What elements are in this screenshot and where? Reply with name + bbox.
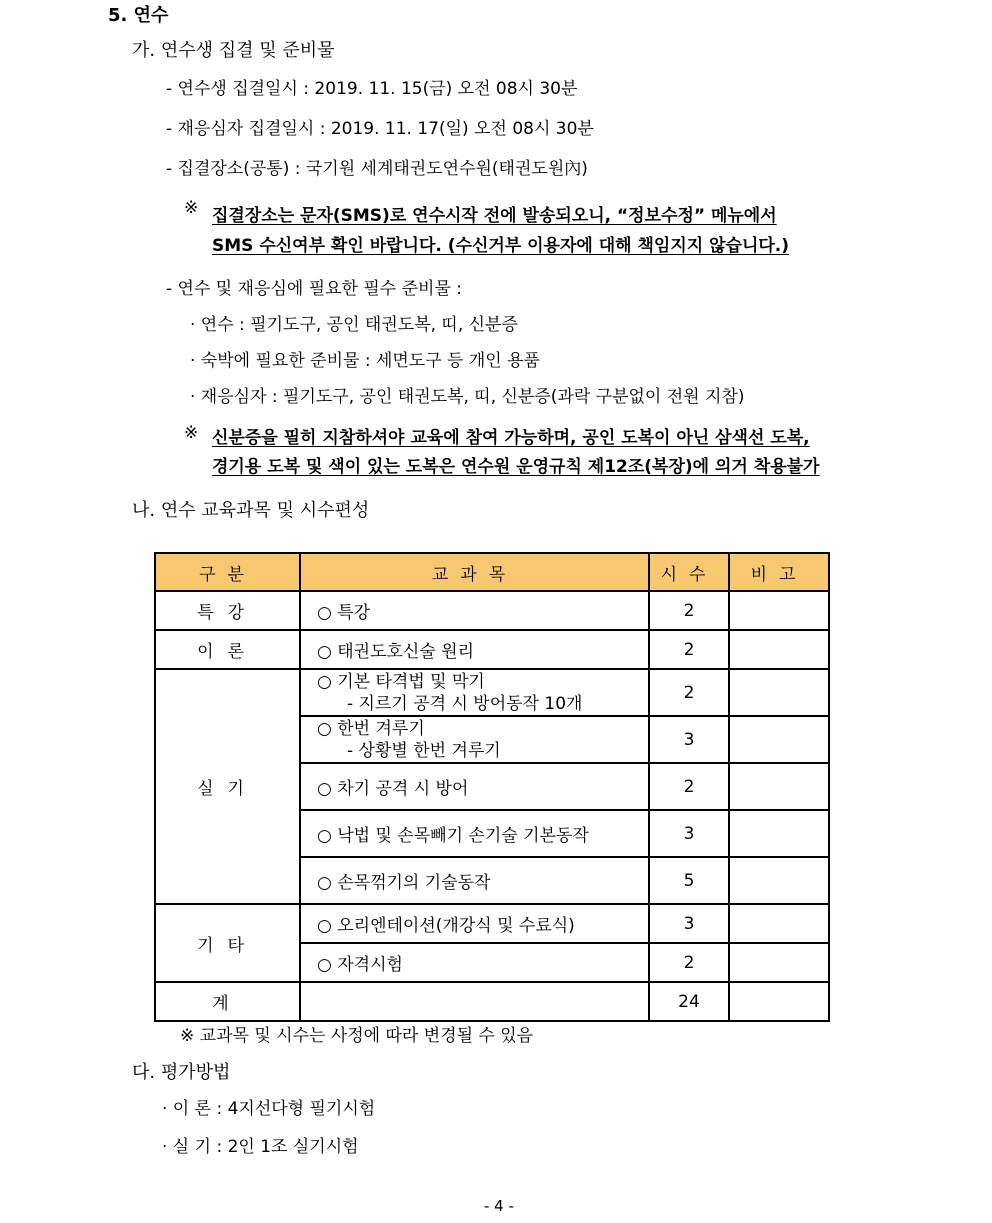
remarks-cell <box>729 943 829 982</box>
subject-main: ○ 한번 겨루기 <box>317 718 425 739</box>
reexam-assembly-datetime: - 재응심자 집결일시 : 2019. 11. 17(일) 오전 08시 30분 <box>166 119 594 139</box>
remarks-cell <box>729 982 829 1021</box>
eval-practice: · 실 기 : 2인 1조 실기시험 <box>162 1137 359 1157</box>
notice-sms-line2: SMS 수신여부 확인 바랍니다. (수신거부 이용자에 대해 책임지지 않습니다.) <box>212 236 790 256</box>
table-row <box>155 591 829 630</box>
header-hours: 시수 <box>649 553 729 591</box>
category-cell: 이론 <box>155 630 300 669</box>
total-hours: 24 <box>649 982 729 1021</box>
subject-cell: ○ 손목꺾기의 기술동작 <box>300 857 649 904</box>
hours-cell: 2 <box>649 630 729 669</box>
remarks-cell <box>729 857 829 904</box>
prep-item-reexam: · 재응심자 : 필기도구, 공인 태권도복, 띠, 신분증(과락 구분없이 전원 지참) <box>190 387 745 407</box>
remarks-cell <box>729 630 829 669</box>
prep-item-training: · 연수 : 필기도구, 공인 태권도복, 띠, 신분증 <box>190 315 518 335</box>
header-category: 구분 <box>155 553 300 591</box>
hours-cell: 5 <box>649 857 729 904</box>
remarks-cell <box>729 591 829 630</box>
prep-item-lodging: · 숙박에 필요한 준비물 : 세면도구 등 개인 용품 <box>190 351 540 371</box>
table-header-row <box>155 553 829 591</box>
category-cell: 기타 <box>155 904 300 982</box>
hours-cell: 2 <box>649 763 729 810</box>
subject-cell: ○ 낙법 및 손목빼기 손기술 기본동작 <box>300 810 649 857</box>
eval-theory: · 이 론 : 4지선다형 필기시험 <box>162 1099 376 1119</box>
remarks-cell <box>729 904 829 943</box>
category-cell: 실기 <box>155 669 300 904</box>
subject-cell <box>300 982 649 1021</box>
hours-cell: 3 <box>649 904 729 943</box>
subject-sub: - 상황별 한번 겨루기 <box>347 740 501 761</box>
notice-mark: ※ <box>184 198 199 218</box>
subject-sub: - 지르기 공격 시 방어동작 10개 <box>347 693 583 714</box>
curriculum-table <box>154 552 830 1022</box>
table-row <box>155 669 829 716</box>
subject-cell: ○ 오리엔테이션(개강식 및 수료식) <box>300 904 649 943</box>
assembly-place: - 집결장소(공통) : 국기원 세계태권도연수원(태권도원內) <box>166 159 588 179</box>
section-title: 5. 연수 <box>108 5 169 26</box>
assembly-datetime: - 연수생 집결일시 : 2019. 11. 15(금) 오전 08시 30분 <box>166 79 578 99</box>
notice-sms-line1: 집결장소는 문자(SMS)로 연수시작 전에 발송되오니, “정보수정” 메뉴에서 <box>212 206 777 226</box>
heading-c: 다. 평가방법 <box>132 1062 231 1083</box>
notice-id-line2: 경기용 도복 및 색이 있는 도복은 연수원 운영규칙 제12조(복장)에 의거 착용불가 <box>212 457 820 477</box>
subject-cell: ○ 특강 <box>300 591 649 630</box>
notice-mark: ※ <box>184 423 199 443</box>
hours-cell: 2 <box>649 669 729 716</box>
table-row <box>155 630 829 669</box>
remarks-cell <box>729 763 829 810</box>
remarks-cell <box>729 810 829 857</box>
prep-heading: - 연수 및 재응심에 필요한 필수 준비물 : <box>166 279 463 299</box>
hours-cell: 2 <box>649 943 729 982</box>
subject-cell: ○ 자격시험 <box>300 943 649 982</box>
category-cell: 특강 <box>155 591 300 630</box>
hours-cell: 3 <box>649 810 729 857</box>
heading-b: 나. 연수 교육과목 및 시수편성 <box>132 500 370 521</box>
header-subject: 교과목 <box>300 553 649 591</box>
subject-cell: ○ 태권도호신술 원리 <box>300 630 649 669</box>
header-remarks: 비고 <box>729 553 829 591</box>
total-label: 계 <box>155 982 300 1021</box>
table-row <box>155 904 829 943</box>
page-number: - 4 - <box>484 1197 514 1215</box>
table-note: ※ 교과목 및 시수는 사정에 따라 변경될 수 있음 <box>180 1026 534 1046</box>
notice-id-line1: 신분증을 필히 지참하셔야 교육에 참여 가능하며, 공인 도복이 아닌 삼색선 도복, <box>212 428 810 448</box>
subject-main: ○ 기본 타격법 및 막기 <box>317 671 485 692</box>
table-total-row <box>155 982 829 1021</box>
remarks-cell <box>729 716 829 763</box>
subject-cell <box>300 669 649 716</box>
subject-cell <box>300 716 649 763</box>
heading-a: 가. 연수생 집결 및 준비물 <box>132 40 335 61</box>
hours-cell: 3 <box>649 716 729 763</box>
hours-cell: 2 <box>649 591 729 630</box>
subject-cell: ○ 차기 공격 시 방어 <box>300 763 649 810</box>
remarks-cell <box>729 669 829 716</box>
